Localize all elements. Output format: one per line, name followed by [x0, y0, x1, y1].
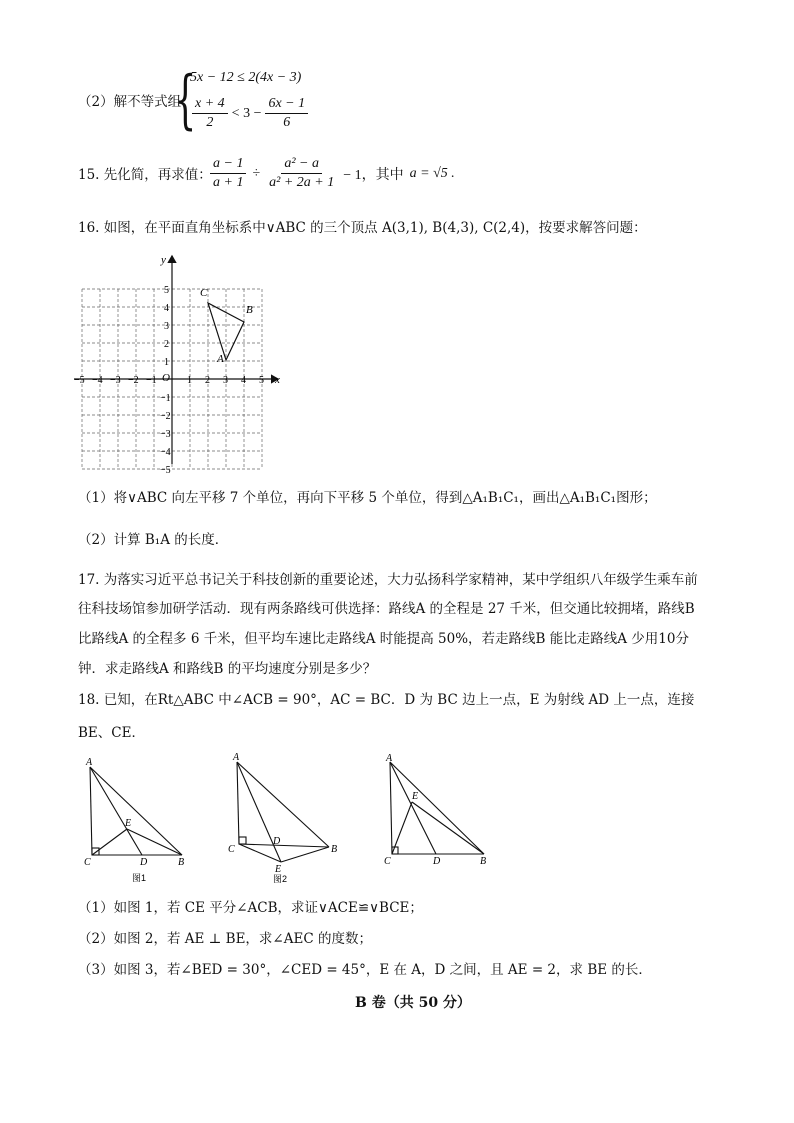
coordinate-grid — [72, 250, 284, 476]
x-tick-label: −5 — [74, 375, 85, 386]
q16-sub2: （2）计算 B₁A 的长度． — [78, 532, 229, 548]
section-b-title: B 卷（共 50 分） — [355, 995, 471, 1011]
fig1-e: E — [125, 818, 132, 829]
fig3-d: D — [433, 856, 441, 867]
q14-sub2-label: （2）解不等式组 — [78, 94, 182, 110]
q17-line4: 钟．求走路线A 和路线B 的平均速度分别是多少？ — [78, 661, 377, 677]
figure-3 — [380, 752, 500, 872]
system-brace: { — [174, 63, 197, 137]
x-tick-label: −1 — [146, 375, 157, 386]
q17-line2: 往科技场馆参加研学活动．现有两条路线可供选择：路线A 的全程是 27 千米，但交通比较拥堵，路线B — [78, 601, 695, 617]
fig3-e: E — [412, 791, 419, 802]
y-tick-label: −2 — [160, 411, 171, 422]
x-tick-label: 3 — [223, 375, 228, 386]
fig1-caption: 图1 — [132, 873, 147, 883]
q16-sub1: （1）将∨ABC 向左平移 7 个单位，再向下平移 5 个单位，得到△A₁B₁C₁，画出△A₁B₁C₁图形； — [78, 490, 657, 506]
fig3-c: C — [384, 856, 391, 867]
fig3-b: B — [480, 856, 487, 867]
x-tick-label: 1 — [187, 375, 192, 386]
q17-line1: 17. 为落实习近平总书记关于科技创新的重要论述，大力弘扬科学家精神，某中学组织八年级学生乘车前 — [78, 572, 698, 588]
q18-sub1: （1）如图 1，若 CE 平分∠ACB，求证∨ACE≌∨BCE； — [78, 900, 423, 916]
fig1-b: B — [178, 857, 185, 868]
fig3-a: A — [386, 753, 393, 764]
ineq2-frac-left: $\frac{x + 4}{2}$ — [192, 96, 228, 131]
x-tick-label: −3 — [110, 375, 121, 386]
x-axis-label: x — [275, 374, 280, 386]
fig1-d: D — [140, 857, 148, 868]
y-tick-label: 4 — [164, 303, 169, 314]
q18-sub2: （2）如图 2，若 AE ⊥ BE，求∠AEC 的度数； — [78, 931, 372, 947]
q18-line1: 18. 已知，在Rt△ABC 中∠ACB = 90°，AC = BC．D 为 BC 边上一点，E 为射线 AD 上一点，连接 — [78, 692, 695, 708]
y-tick-label: 5 — [164, 285, 169, 296]
fig2-c: C — [228, 844, 235, 855]
origin-label: O — [162, 372, 170, 384]
q16-text: 16. 如图，在平面直角坐标系中∨ABC 的三个顶点 A(3,1), B(4,3), C(2,4)，按要求解答问题： — [78, 220, 647, 236]
q15-frac-2: $\frac{\text{a² − a}}{\text{a² + 2a + 1}}$ — [269, 156, 335, 190]
fig1-a: A — [86, 757, 93, 768]
figure-1 — [80, 755, 200, 885]
q17-line3: 比路线A 的全程多 6 千米，但平均车速比走路线A 时能提高 50%，若走路线B 能比走路线A 少用10分 — [78, 631, 689, 647]
y-tick-label: −1 — [160, 393, 171, 404]
fig2-b: B — [331, 844, 338, 855]
y-tick-label: 1 — [164, 357, 169, 368]
y-tick-label: −3 — [160, 429, 171, 440]
ineq2-frac-right: $\frac{6x - 1}{6}$ — [265, 96, 308, 131]
inequality-1: 5x − 12 ≤ 2(4x − 3) — [190, 70, 302, 85]
x-tick-label: 5 — [259, 375, 264, 386]
fig1-c: C — [84, 857, 91, 868]
point-c-label: C — [200, 287, 208, 299]
y-tick-label: 2 — [164, 339, 169, 350]
y-tick-label: −4 — [160, 447, 171, 458]
y-tick-label: 3 — [164, 321, 169, 332]
inequality-2: $\frac{x + 4}{2}$ < 3 − $\frac{6x - 1}{6}$ — [192, 96, 308, 131]
fig2-e: E — [275, 864, 282, 875]
point-a-label: A — [217, 353, 224, 365]
y-axis-label: y — [161, 254, 166, 266]
fig2-caption: 图2 — [273, 874, 288, 884]
q15-lead: 15. 先化简，再求值： — [78, 167, 212, 183]
fig2-d: D — [273, 836, 281, 847]
y-tick-label: −5 — [160, 465, 171, 476]
q18-line2: BE、CE． — [78, 725, 145, 741]
figure-2 — [225, 750, 345, 885]
fig2-a: A — [233, 752, 240, 763]
x-tick-label: −4 — [92, 375, 103, 386]
x-tick-label: 4 — [241, 375, 246, 386]
q15-frac-1: $\frac{a - 1}{a + 1}$ — [210, 156, 246, 191]
x-tick-label: 2 — [205, 375, 210, 386]
x-tick-label: −2 — [128, 375, 139, 386]
q15-expression: $\frac{a - 1}{a + 1}$ ÷ $\frac{\text{a² − a}}{\text{a² + 2a + 1}}$ − 1，其中 a = √5 . — [210, 156, 455, 191]
point-b-label: B — [246, 304, 253, 316]
q18-sub3: （3）如图 3，若∠BED = 30°，∠CED = 45°，E 在 A，D 之间，且 AE = 2，求 BE 的长． — [78, 962, 652, 978]
